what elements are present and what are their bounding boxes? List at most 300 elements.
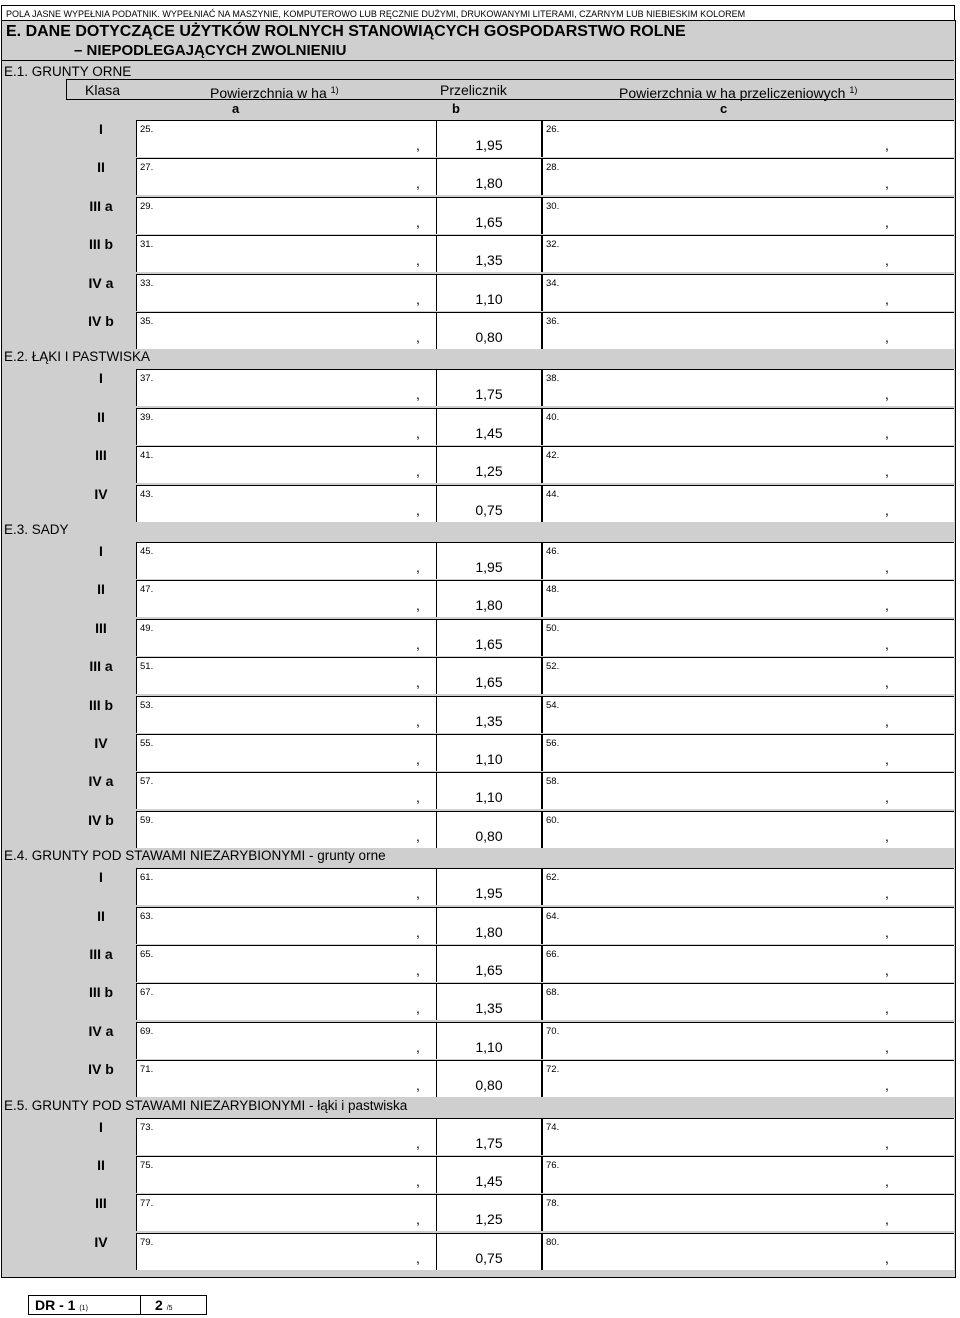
- field-number: 62.: [546, 872, 560, 883]
- decimal-comma: ,: [416, 1250, 420, 1266]
- converted-area-field[interactable]: [542, 369, 954, 406]
- group-title: E.4. GRUNTY POD STAWAMI NIEZARYBIONYMI - grunty orne: [4, 848, 386, 864]
- row-klasa: I: [99, 121, 103, 137]
- converted-area-field[interactable]: [542, 580, 954, 617]
- table-row: [66, 945, 954, 983]
- field-number: 78.: [546, 1198, 560, 1209]
- section-e-title: E. DANE DOTYCZĄCE UŻYTKÓW ROLNYCH STANOWIĄCYCH GOSPODARSTWO ROLNE: [6, 23, 686, 40]
- field-number: 70.: [546, 1026, 560, 1037]
- converted-area-field[interactable]: [542, 120, 954, 157]
- field-number: 64.: [546, 911, 560, 922]
- conversion-factor: 1,75: [475, 386, 503, 402]
- converted-area-field[interactable]: [542, 983, 954, 1020]
- factor-cell: [436, 542, 542, 579]
- decimal-comma: ,: [885, 1135, 889, 1151]
- row-klasa: IV a: [88, 275, 114, 291]
- conversion-factor: 1,35: [475, 252, 503, 268]
- field-number: 31.: [140, 239, 154, 250]
- area-field[interactable]: [136, 312, 436, 349]
- converted-area-field[interactable]: [542, 811, 954, 848]
- factor-cell: [436, 907, 542, 944]
- row-klasa: III b: [88, 697, 114, 713]
- conversion-factor: 0,75: [475, 502, 503, 518]
- table-row: [66, 120, 954, 158]
- header-converted: [619, 80, 857, 103]
- conversion-factor: 1,75: [475, 1135, 503, 1151]
- field-number: 27.: [140, 162, 154, 173]
- row-klasa: III b: [88, 984, 114, 1000]
- converted-area-field[interactable]: [542, 312, 954, 349]
- factor-cell: [436, 312, 542, 349]
- converted-area-field[interactable]: [542, 907, 954, 944]
- decimal-comma: ,: [885, 751, 889, 767]
- conversion-factor: 1,80: [475, 924, 503, 940]
- form-code: DR - 1: [35, 1297, 76, 1313]
- field-number: 47.: [140, 584, 154, 595]
- converted-area-field[interactable]: [542, 158, 954, 195]
- field-number: 55.: [140, 738, 154, 749]
- header-area-label: Powierzchnia w ha: [210, 85, 327, 101]
- field-number: 43.: [140, 489, 154, 500]
- field-number: 37.: [140, 373, 154, 384]
- column-c-letter: c: [720, 101, 728, 116]
- area-field[interactable]: [136, 1194, 436, 1231]
- table-row: [66, 197, 954, 235]
- conversion-factor: 1,10: [475, 789, 503, 805]
- conversion-factor: 1,10: [475, 1039, 503, 1055]
- field-number: 45.: [140, 546, 154, 557]
- factor-cell: [436, 657, 542, 694]
- conversion-factor: 1,65: [475, 962, 503, 978]
- area-field[interactable]: [136, 158, 436, 195]
- decimal-comma: ,: [885, 789, 889, 805]
- field-number: 80.: [546, 1237, 560, 1248]
- row-klasa: I: [99, 370, 103, 386]
- conversion-factor: 1,80: [475, 175, 503, 191]
- factor-cell: [436, 1194, 542, 1231]
- decimal-comma: ,: [416, 885, 420, 901]
- table-row: [66, 1022, 954, 1060]
- row-klasa: II: [97, 908, 105, 924]
- table-row: [66, 811, 954, 849]
- decimal-comma: ,: [885, 175, 889, 191]
- header-converted-note: 1): [849, 85, 858, 95]
- field-number: 42.: [546, 450, 560, 461]
- decimal-comma: ,: [885, 636, 889, 652]
- table-row: [66, 1156, 954, 1194]
- area-field[interactable]: [136, 868, 436, 905]
- row-klasa: III: [95, 1195, 107, 1211]
- area-field[interactable]: [136, 772, 436, 809]
- factor-cell: [436, 945, 542, 982]
- decimal-comma: ,: [885, 329, 889, 345]
- field-number: 69.: [140, 1026, 154, 1037]
- factor-cell: [436, 120, 542, 157]
- converted-area-field[interactable]: [542, 485, 954, 522]
- area-field[interactable]: [136, 580, 436, 617]
- decimal-comma: ,: [885, 386, 889, 402]
- field-number: 53.: [140, 700, 154, 711]
- decimal-comma: ,: [416, 502, 420, 518]
- field-number: 38.: [546, 373, 560, 384]
- field-number: 28.: [546, 162, 560, 173]
- converted-area-field[interactable]: [542, 868, 954, 905]
- decimal-comma: ,: [885, 885, 889, 901]
- converted-area-field[interactable]: [542, 1156, 954, 1193]
- section-e-header: [2, 21, 954, 61]
- decimal-comma: ,: [416, 636, 420, 652]
- group-title: E.5. GRUNTY POD STAWAMI NIEZARYBIONYMI - łąki i pastwiska: [4, 1097, 408, 1113]
- factor-cell: [436, 983, 542, 1020]
- decimal-comma: ,: [885, 291, 889, 307]
- table-row: [66, 485, 954, 523]
- field-number: 49.: [140, 623, 154, 634]
- field-number: 44.: [546, 489, 560, 500]
- factor-cell: [436, 1022, 542, 1059]
- table-row: [66, 734, 954, 772]
- table-row: [66, 542, 954, 580]
- field-number: 63.: [140, 911, 154, 922]
- conversion-factor: 1,45: [475, 425, 503, 441]
- fill-instructions: POLA JASNE WYPEŁNIA PODATNIK. WYPEŁNIAĆ NA MASZYNIE, KOMPUTEROWO LUB RĘCZNIE DUŻYMI, DRUKOWANYMI LITERAMI, CZARNYM LUB NIEBIESKIM KOLOREM: [1, 5, 955, 22]
- conversion-factor: 1,95: [475, 137, 503, 153]
- decimal-comma: ,: [885, 559, 889, 575]
- decimal-comma: ,: [885, 924, 889, 940]
- decimal-comma: ,: [416, 291, 420, 307]
- conversion-factor: 1,35: [475, 1000, 503, 1016]
- decimal-comma: ,: [416, 463, 420, 479]
- area-field[interactable]: [136, 408, 436, 445]
- header-factor: Przelicznik: [440, 82, 507, 98]
- decimal-comma: ,: [416, 789, 420, 805]
- factor-cell: [436, 868, 542, 905]
- decimal-comma: ,: [885, 1173, 889, 1189]
- converted-area-field[interactable]: [542, 408, 954, 445]
- conversion-factor: 1,65: [475, 214, 503, 230]
- row-klasa: IV b: [88, 313, 114, 329]
- converted-area-field[interactable]: [542, 1194, 954, 1231]
- decimal-comma: ,: [885, 252, 889, 268]
- row-klasa: I: [99, 1119, 103, 1135]
- row-klasa: II: [97, 159, 105, 175]
- area-field[interactable]: [136, 1233, 436, 1270]
- field-number: 26.: [546, 124, 560, 135]
- row-klasa: III a: [89, 198, 113, 214]
- field-number: 54.: [546, 700, 560, 711]
- row-klasa: II: [97, 409, 105, 425]
- field-number: 75.: [140, 1160, 154, 1171]
- field-number: 41.: [140, 450, 154, 461]
- factor-cell: [436, 158, 542, 195]
- table-row: [66, 446, 954, 484]
- row-klasa: III: [95, 447, 107, 463]
- form-footer: [28, 1295, 207, 1315]
- field-number: 57.: [140, 776, 154, 787]
- decimal-comma: ,: [416, 674, 420, 690]
- field-number: 59.: [140, 815, 154, 826]
- converted-area-field[interactable]: [542, 446, 954, 483]
- field-number: 73.: [140, 1122, 154, 1133]
- area-field[interactable]: [136, 983, 436, 1020]
- factor-cell: [436, 485, 542, 522]
- factor-cell: [436, 772, 542, 809]
- converted-area-field[interactable]: [542, 734, 954, 771]
- area-field[interactable]: [136, 197, 436, 234]
- converted-area-field[interactable]: [542, 197, 954, 234]
- field-number: 74.: [546, 1122, 560, 1133]
- header-area: [210, 80, 339, 103]
- area-field[interactable]: [136, 485, 436, 522]
- field-number: 34.: [546, 278, 560, 289]
- decimal-comma: ,: [885, 425, 889, 441]
- converted-area-field[interactable]: [542, 1118, 954, 1155]
- column-headers: [66, 79, 954, 100]
- row-klasa: IV a: [88, 1023, 114, 1039]
- row-klasa: IV a: [88, 773, 114, 789]
- decimal-comma: ,: [416, 214, 420, 230]
- area-field[interactable]: [136, 120, 436, 157]
- decimal-comma: ,: [416, 559, 420, 575]
- field-number: 66.: [546, 949, 560, 960]
- area-field[interactable]: [136, 446, 436, 483]
- conversion-factor: 1,65: [475, 636, 503, 652]
- decimal-comma: ,: [885, 713, 889, 729]
- field-number: 68.: [546, 987, 560, 998]
- decimal-comma: ,: [416, 828, 420, 844]
- converted-area-field[interactable]: [542, 1233, 954, 1270]
- field-number: 50.: [546, 623, 560, 634]
- decimal-comma: ,: [885, 1000, 889, 1016]
- decimal-comma: ,: [416, 1000, 420, 1016]
- field-number: 35.: [140, 316, 154, 327]
- field-number: 51.: [140, 661, 154, 672]
- conversion-factor: 1,25: [475, 463, 503, 479]
- field-number: 46.: [546, 546, 560, 557]
- decimal-comma: ,: [416, 751, 420, 767]
- converted-area-field[interactable]: [542, 274, 954, 311]
- table-row: [66, 772, 954, 810]
- table-row: [66, 1060, 954, 1098]
- row-klasa: III b: [88, 236, 114, 252]
- row-klasa: III a: [89, 946, 113, 962]
- group-title: E.2. ŁĄKI I PASTWISKA: [4, 349, 151, 365]
- row-klasa: IV b: [88, 812, 114, 828]
- field-number: 30.: [546, 201, 560, 212]
- table-row: [66, 369, 954, 407]
- field-number: 56.: [546, 738, 560, 749]
- row-klasa: IV: [94, 486, 108, 502]
- converted-area-field[interactable]: [542, 772, 954, 809]
- converted-area-field[interactable]: [542, 1022, 954, 1059]
- conversion-factor: 1,65: [475, 674, 503, 690]
- table-row: [66, 983, 954, 1021]
- field-number: 36.: [546, 316, 560, 327]
- conversion-factor: 1,45: [475, 1173, 503, 1189]
- decimal-comma: ,: [885, 1077, 889, 1093]
- area-field[interactable]: [136, 235, 436, 272]
- row-klasa: I: [99, 869, 103, 885]
- factor-cell: [436, 1060, 542, 1097]
- area-field[interactable]: [136, 945, 436, 982]
- factor-cell: [436, 408, 542, 445]
- decimal-comma: ,: [416, 386, 420, 402]
- converted-area-field[interactable]: [542, 542, 954, 579]
- decimal-comma: ,: [416, 1077, 420, 1093]
- decimal-comma: ,: [416, 1135, 420, 1151]
- area-field[interactable]: [136, 734, 436, 771]
- header-klasa: Klasa: [85, 82, 121, 98]
- converted-area-field[interactable]: [542, 945, 954, 982]
- field-number: 67.: [140, 987, 154, 998]
- table-row: [66, 657, 954, 695]
- factor-cell: [436, 811, 542, 848]
- factor-cell: [436, 734, 542, 771]
- table-row: [66, 1233, 954, 1271]
- factor-cell: [436, 580, 542, 617]
- area-field[interactable]: [136, 1118, 436, 1155]
- decimal-comma: ,: [885, 962, 889, 978]
- decimal-comma: ,: [416, 175, 420, 191]
- row-klasa: II: [97, 1157, 105, 1173]
- field-number: 61.: [140, 872, 154, 883]
- table-row: [66, 158, 954, 196]
- conversion-factor: 0,80: [475, 1077, 503, 1093]
- decimal-comma: ,: [416, 1211, 420, 1227]
- row-klasa: III a: [89, 658, 113, 674]
- decimal-comma: ,: [885, 137, 889, 153]
- row-klasa: III: [95, 620, 107, 636]
- table-row: [66, 580, 954, 618]
- column-b-letter: b: [452, 101, 460, 116]
- form-version: (1): [79, 1305, 88, 1312]
- field-number: 48.: [546, 584, 560, 595]
- area-field[interactable]: [136, 811, 436, 848]
- table-row: [66, 696, 954, 734]
- area-field[interactable]: [136, 619, 436, 656]
- converted-area-field[interactable]: [542, 696, 954, 733]
- converted-area-field[interactable]: [542, 657, 954, 694]
- table-row: [66, 274, 954, 312]
- conversion-factor: 0,80: [475, 329, 503, 345]
- conversion-factor: 1,95: [475, 559, 503, 575]
- decimal-comma: ,: [885, 1250, 889, 1266]
- decimal-comma: ,: [885, 674, 889, 690]
- decimal-comma: ,: [416, 713, 420, 729]
- decimal-comma: ,: [885, 828, 889, 844]
- row-klasa: IV: [94, 1234, 108, 1250]
- decimal-comma: ,: [416, 1039, 420, 1055]
- area-field[interactable]: [136, 542, 436, 579]
- table-row: [66, 235, 954, 273]
- decimal-comma: ,: [416, 252, 420, 268]
- factor-cell: [436, 369, 542, 406]
- converted-area-field[interactable]: [542, 619, 954, 656]
- converted-area-field[interactable]: [542, 235, 954, 272]
- field-number: 60.: [546, 815, 560, 826]
- table-row: [66, 1194, 954, 1232]
- column-a-letter: a: [232, 101, 240, 116]
- decimal-comma: ,: [885, 597, 889, 613]
- area-field[interactable]: [136, 1022, 436, 1059]
- decimal-comma: ,: [416, 137, 420, 153]
- converted-area-field[interactable]: [542, 1060, 954, 1097]
- factor-cell: [436, 446, 542, 483]
- field-number: 32.: [546, 239, 560, 250]
- group-title: E.3. SADY: [4, 522, 69, 537]
- header-converted-label: Powierzchnia w ha przeliczeniowych: [619, 85, 846, 101]
- factor-cell: [436, 197, 542, 234]
- area-field[interactable]: [136, 274, 436, 311]
- page-number-box: [141, 1296, 207, 1314]
- area-field[interactable]: [136, 657, 436, 694]
- field-number: 52.: [546, 661, 560, 672]
- decimal-comma: ,: [885, 463, 889, 479]
- group-title: E.1. GRUNTY ORNE: [4, 64, 132, 79]
- factor-cell: [436, 235, 542, 272]
- decimal-comma: ,: [885, 214, 889, 230]
- field-number: 39.: [140, 412, 154, 423]
- factor-cell: [436, 1156, 542, 1193]
- table-row: [66, 408, 954, 446]
- conversion-factor: 1,95: [475, 885, 503, 901]
- decimal-comma: ,: [885, 1211, 889, 1227]
- factor-cell: [436, 1118, 542, 1155]
- factor-cell: [436, 696, 542, 733]
- table-row: [66, 907, 954, 945]
- factor-cell: [436, 274, 542, 311]
- decimal-comma: ,: [885, 1039, 889, 1055]
- field-number: 33.: [140, 278, 154, 289]
- decimal-comma: ,: [885, 502, 889, 518]
- page-total: /5: [166, 1305, 173, 1312]
- row-klasa: II: [97, 581, 105, 597]
- conversion-factor: 1,10: [475, 291, 503, 307]
- row-klasa: IV: [94, 735, 108, 751]
- page-number: 2: [155, 1297, 163, 1313]
- field-number: 29.: [140, 201, 154, 212]
- area-field[interactable]: [136, 1060, 436, 1097]
- section-e-subtitle: – NIEPODLEGAJĄCYCH ZWOLNIENIU: [74, 42, 347, 59]
- area-field[interactable]: [136, 369, 436, 406]
- conversion-factor: 1,80: [475, 597, 503, 613]
- form-code-box: [29, 1296, 141, 1314]
- decimal-comma: ,: [416, 425, 420, 441]
- field-number: 25.: [140, 124, 154, 135]
- field-number: 72.: [546, 1064, 560, 1075]
- decimal-comma: ,: [416, 962, 420, 978]
- table-row: [66, 619, 954, 657]
- table-row: [66, 1118, 954, 1156]
- conversion-factor: 0,80: [475, 828, 503, 844]
- row-klasa: I: [99, 543, 103, 559]
- conversion-factor: 1,10: [475, 751, 503, 767]
- conversion-factor: 1,35: [475, 713, 503, 729]
- conversion-factor: 1,25: [475, 1211, 503, 1227]
- field-number: 77.: [140, 1198, 154, 1209]
- area-field[interactable]: [136, 696, 436, 733]
- decimal-comma: ,: [416, 597, 420, 613]
- area-field[interactable]: [136, 1156, 436, 1193]
- decimal-comma: ,: [416, 924, 420, 940]
- area-field[interactable]: [136, 907, 436, 944]
- table-row: [66, 312, 954, 350]
- field-number: 65.: [140, 949, 154, 960]
- field-number: 76.: [546, 1160, 560, 1171]
- decimal-comma: ,: [416, 329, 420, 345]
- field-number: 79.: [140, 1237, 154, 1248]
- row-klasa: IV b: [88, 1061, 114, 1077]
- factor-cell: [436, 619, 542, 656]
